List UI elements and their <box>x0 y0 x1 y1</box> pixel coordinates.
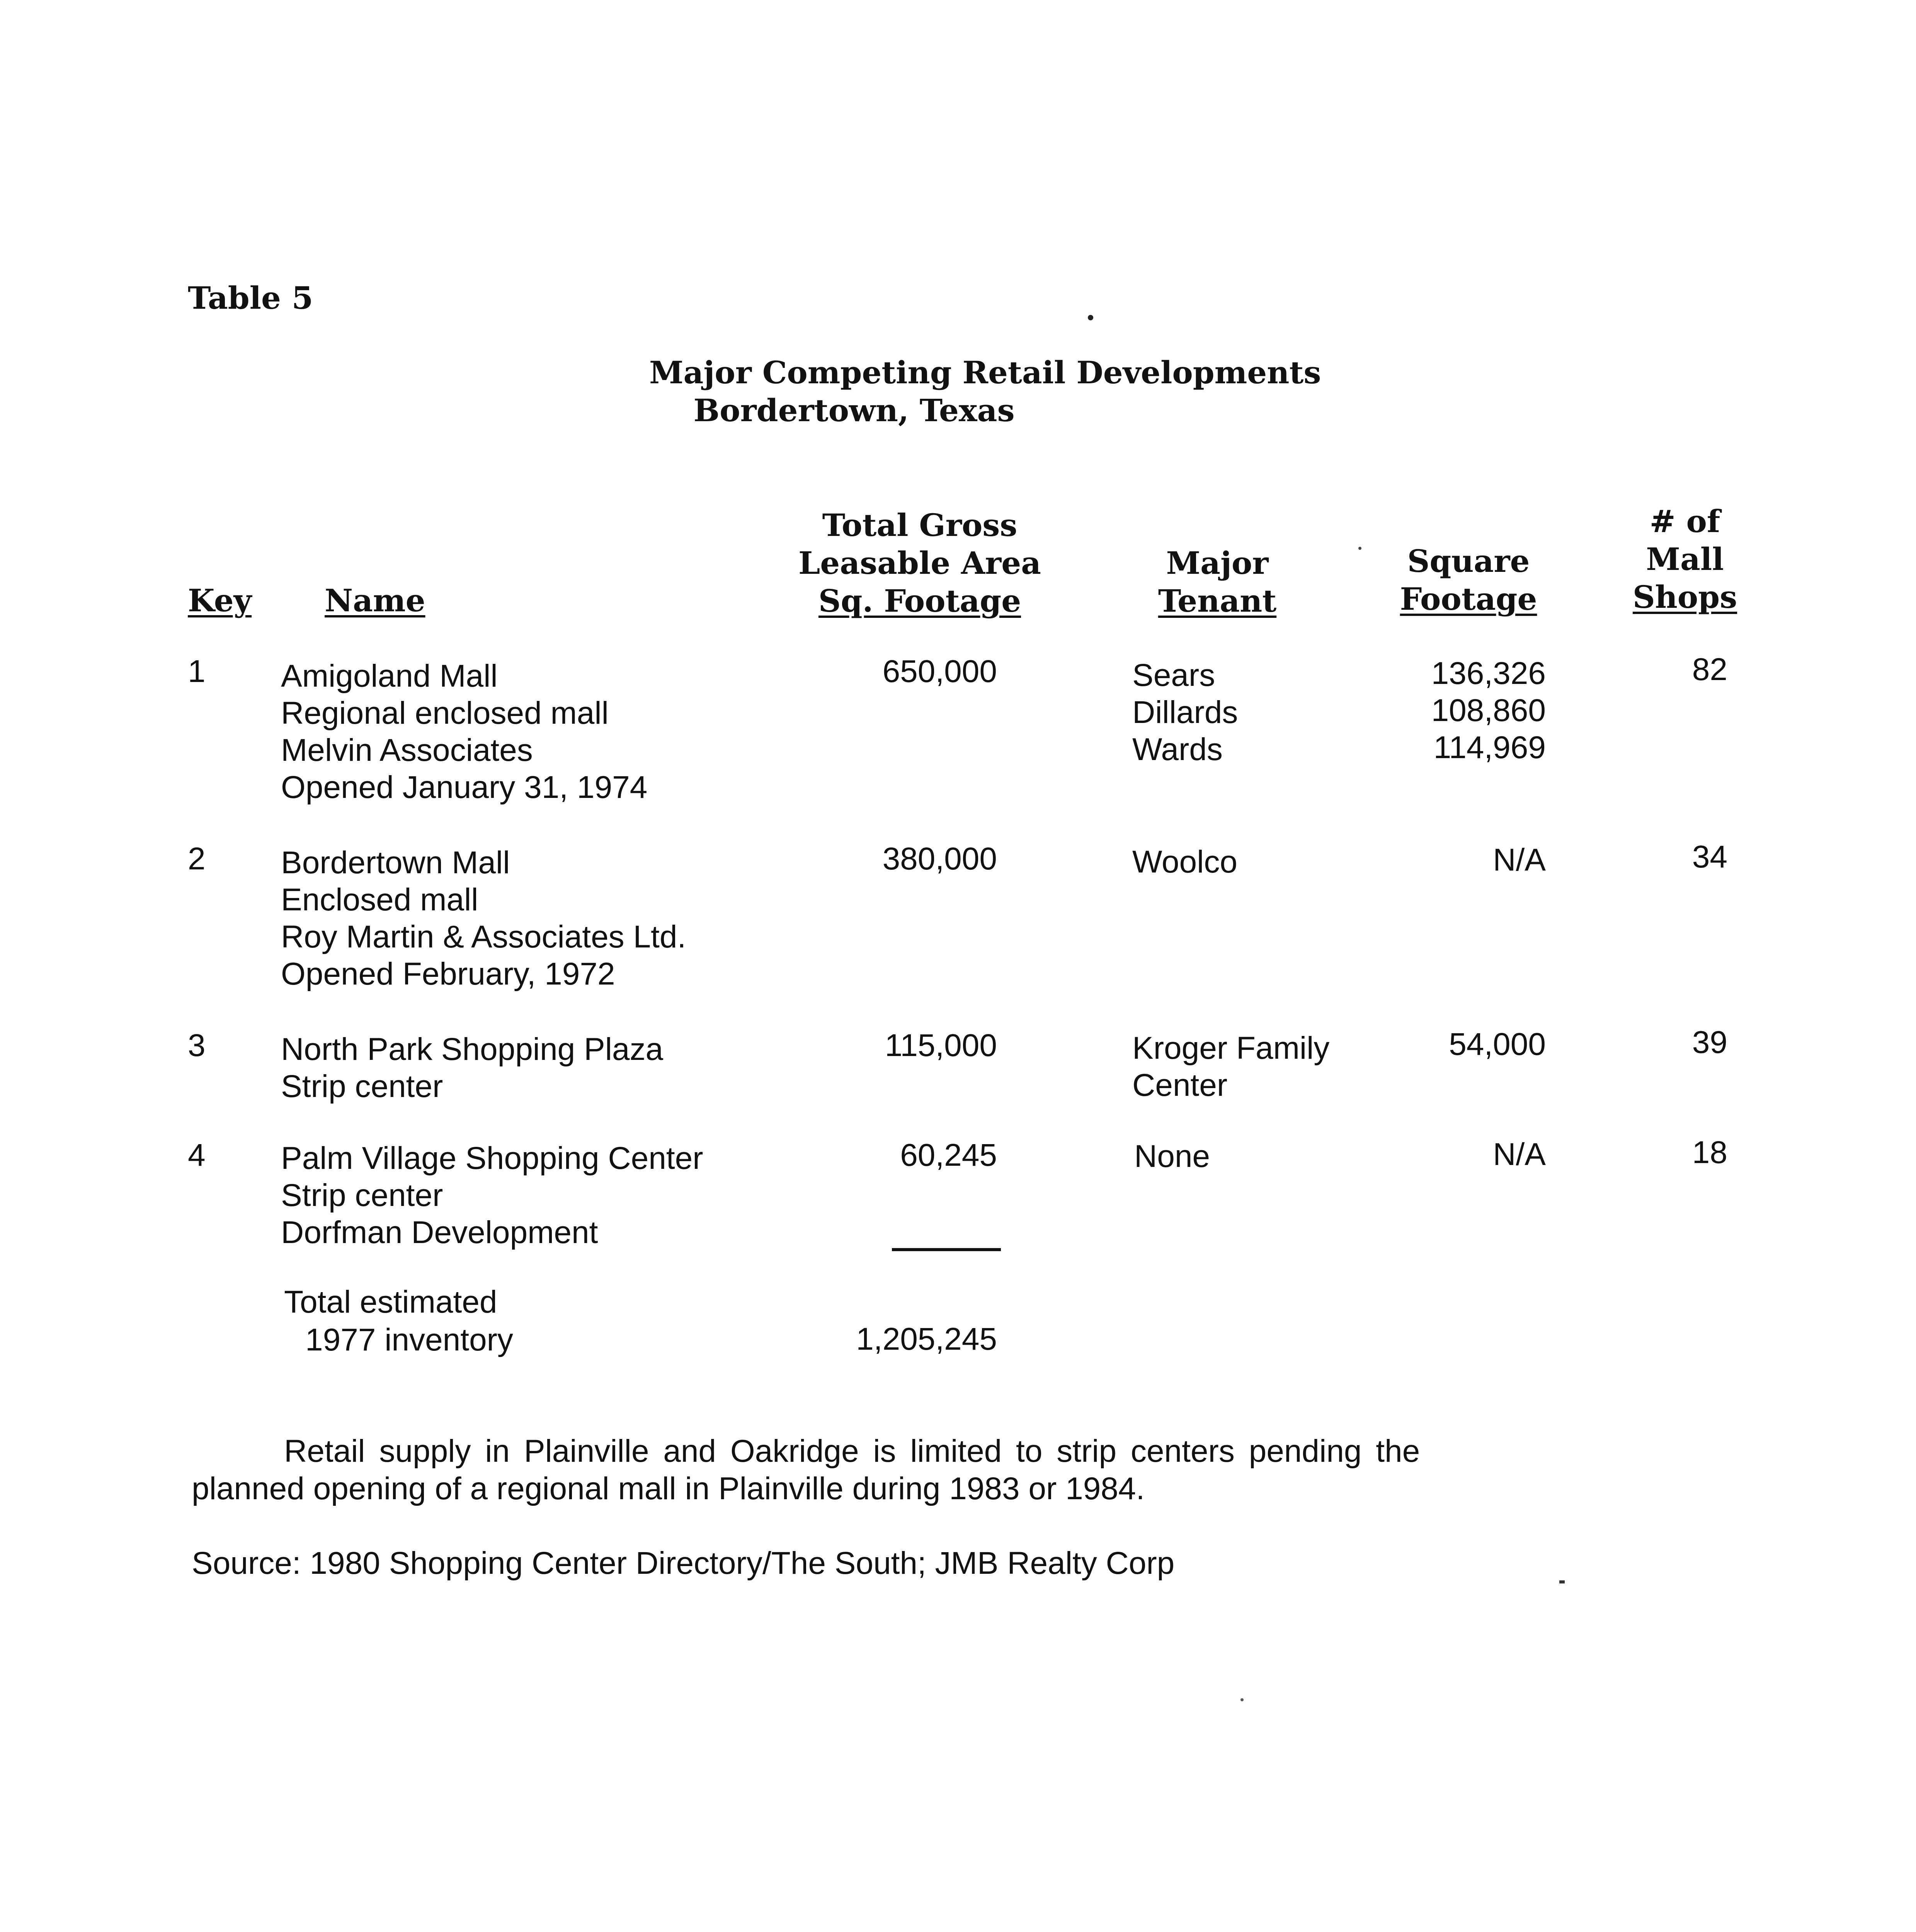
header-gla <box>757 506 1082 620</box>
table-label: Table 5 <box>188 280 313 316</box>
header-gla-line1: Total Gross <box>822 507 1018 543</box>
row4-name-line: Strip center <box>281 1178 443 1213</box>
row2-sqft-value: N/A <box>1493 842 1546 878</box>
row3-name-line: North Park Shopping Plaza <box>281 1032 664 1067</box>
header-sqft <box>1372 542 1565 618</box>
row3-name-line: Strip center <box>281 1069 443 1104</box>
row2-shops: 34 <box>1692 839 1727 874</box>
row1-tenant: Wards <box>1132 732 1223 767</box>
row3-name <box>281 1031 663 1105</box>
row2-tenants <box>1132 844 1237 881</box>
row4-shops: 18 <box>1692 1135 1727 1170</box>
row4-key: 4 <box>188 1138 206 1173</box>
total-label-line2: 1977 inventory <box>305 1322 513 1357</box>
row1-tenant: Dillards <box>1132 695 1238 730</box>
total-rule <box>892 1248 1001 1251</box>
row3-key: 3 <box>188 1028 206 1063</box>
scan-speck <box>1088 315 1093 320</box>
row4-name <box>281 1140 703 1251</box>
row1-name-line: Opened January 31, 1974 <box>281 770 648 805</box>
header-name: Name <box>325 582 425 619</box>
header-shops-line2: Mall <box>1646 541 1724 577</box>
row1-tenant: Sears <box>1132 658 1215 693</box>
row1-sqft-value: 108,860 <box>1431 693 1546 728</box>
row1-sqft <box>1383 655 1546 766</box>
note-line1: Retail supply in Plainville and Oakridge is limited to strip centers pending the <box>284 1434 1420 1469</box>
row3-shops: 39 <box>1692 1025 1727 1060</box>
row4-name-line: Dorfman Development <box>281 1215 598 1250</box>
table-title-line1: Major Competing Retail Developments <box>649 354 1321 391</box>
row4-tenants <box>1134 1138 1210 1175</box>
header-shops <box>1604 502 1766 616</box>
header-tenant-line1: Major <box>1166 545 1269 581</box>
scan-speck <box>1559 1580 1565 1583</box>
row2-name <box>281 844 686 993</box>
row2-name-line: Opened February, 1972 <box>281 956 615 992</box>
row1-gla: 650,000 <box>882 654 997 689</box>
header-shops-line3: Shops <box>1632 579 1737 615</box>
row1-name-line: Melvin Associates <box>281 733 533 768</box>
header-sqft-line1: Square <box>1407 543 1530 579</box>
row2-name-line: Roy Martin & Associates Ltd. <box>281 919 686 954</box>
row2-tenant: Woolco <box>1132 844 1237 879</box>
row3-sqft <box>1383 1026 1546 1063</box>
row4-sqft <box>1383 1136 1546 1173</box>
row2-name-line: Bordertown Mall <box>281 845 510 880</box>
row1-name <box>281 658 647 806</box>
table-title <box>649 354 1321 429</box>
row3-tenant: Kroger Family <box>1132 1031 1330 1066</box>
row3-tenants <box>1132 1030 1329 1104</box>
row4-name-line: Palm Village Shopping Center <box>281 1141 703 1176</box>
header-shops-line1: # of <box>1649 503 1720 539</box>
header-tenant-line2: Tenant <box>1158 583 1277 619</box>
row1-key: 1 <box>188 654 206 689</box>
note-line2: planned opening of a regional mall in Plainville during 1983 or 1984. <box>192 1471 1145 1506</box>
row3-gla: 115,000 <box>885 1028 997 1063</box>
source-note: Source: 1980 Shopping Center Directory/The South; JMB Realty Corp <box>192 1546 1175 1581</box>
row1-sqft-value: 136,326 <box>1431 656 1546 691</box>
row3-sqft-value: 54,000 <box>1449 1027 1546 1062</box>
header-gla-line3: Sq. Footage <box>818 583 1021 619</box>
header-key: Key <box>188 582 252 619</box>
row2-name-line: Enclosed mall <box>281 882 478 917</box>
header-tenant <box>1113 544 1322 620</box>
row2-key: 2 <box>188 841 206 876</box>
row1-shops: 82 <box>1692 652 1727 687</box>
scan-speck <box>1240 1698 1244 1701</box>
total-value: 1,205,245 <box>856 1321 997 1357</box>
row1-sqft-value: 114,969 <box>1433 730 1546 765</box>
row1-tenants <box>1132 657 1238 768</box>
row2-sqft <box>1383 842 1546 879</box>
row4-sqft-value: N/A <box>1493 1137 1546 1172</box>
header-gla-line2: Leasable Area <box>798 545 1041 581</box>
header-sqft-line2: Footage <box>1400 581 1537 617</box>
row2-gla: 380,000 <box>882 841 997 876</box>
table-title-line2: Bordertown, Texas <box>693 392 1015 429</box>
row1-name-line: Amigoland Mall <box>281 658 498 694</box>
total-label-line1: Total estimated <box>284 1284 497 1320</box>
row4-tenant: None <box>1134 1139 1210 1174</box>
row1-name-line: Regional enclosed mall <box>281 696 609 731</box>
row3-tenant: Center <box>1132 1068 1228 1103</box>
row4-gla: 60,245 <box>900 1138 997 1173</box>
scan-speck <box>1358 547 1361 550</box>
